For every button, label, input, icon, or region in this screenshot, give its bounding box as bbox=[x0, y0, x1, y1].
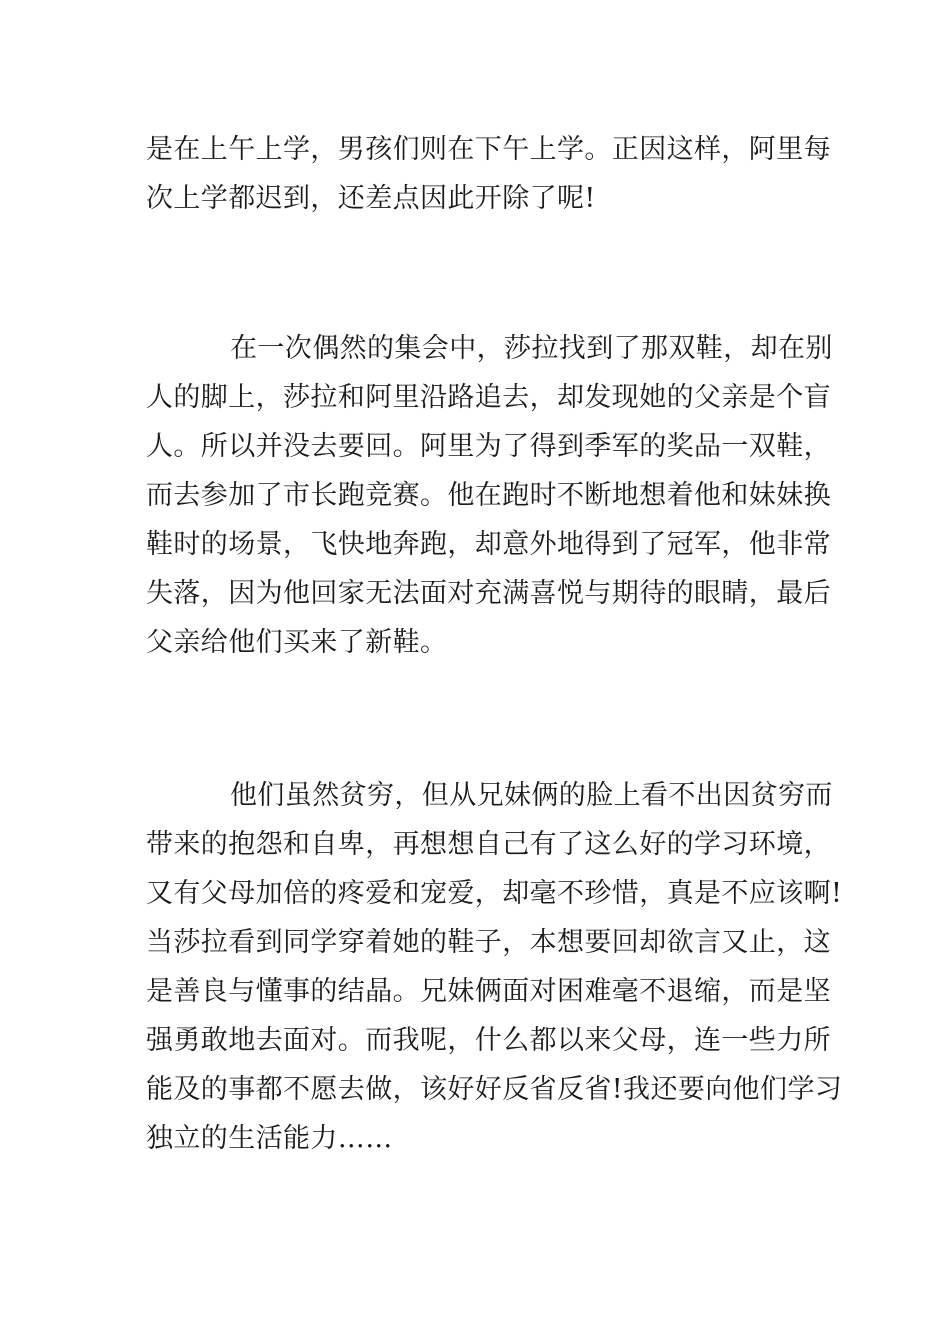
paragraph-3-line-6: 强勇敢地去面对。而我呢，什么都以来父母，连一些力所 bbox=[146, 1025, 831, 1056]
paragraph-3-line-4: 当莎拉看到同学穿着她的鞋子，本想要回却欲言又止，这 bbox=[146, 927, 831, 958]
paragraph-2-line-1: 在一次偶然的集会中，莎拉找到了那双鞋，却在别 bbox=[230, 333, 833, 364]
paragraph-2-line-2: 人的脚上，莎拉和阿里沿路追去，却发现她的父亲是个盲 bbox=[146, 382, 831, 413]
paragraph-1-line-2: 次上学都迟到，还差点因此开除了呢! bbox=[146, 183, 596, 214]
paragraph-3-line-7: 能及的事都不愿去做，该好好反省反省!我还要向他们学习 bbox=[146, 1074, 843, 1105]
paragraph-3-line-8: 独立的生活能力…… bbox=[146, 1123, 393, 1154]
paragraph-3-line-3: 又有父母加倍的疼爱和宠爱，却毫不珍惜，真是不应该啊! bbox=[146, 878, 843, 909]
paragraph-2-line-7: 父亲给他们买来了新鞋。 bbox=[146, 627, 448, 658]
paragraph-3-line-1: 他们虽然贫穷，但从兄妹俩的脸上看不出因贫穷而 bbox=[230, 780, 833, 811]
paragraph-3-line-2: 带来的抱怨和自卑，再想想自己有了这么好的学习环境， bbox=[146, 829, 831, 860]
paragraph-2-line-4: 而去参加了市长跑竞赛。他在跑时不断地想着他和妹妹换 bbox=[146, 480, 831, 511]
paragraph-2-line-6: 失落，因为他回家无法面对充满喜悦与期待的眼睛，最后 bbox=[146, 578, 831, 609]
paragraph-2-line-3: 人。所以并没去要回。阿里为了得到季军的奖品一双鞋， bbox=[146, 431, 831, 462]
paragraph-1-line-1: 是在上午上学，男孩们则在下午上学。正因这样，阿里每 bbox=[146, 134, 831, 165]
paragraph-3-line-5: 是善良与懂事的结晶。兄妹俩面对困难毫不退缩，而是坚 bbox=[146, 976, 831, 1007]
paragraph-2-line-5: 鞋时的场景，飞快地奔跑，却意外地得到了冠军，他非常 bbox=[146, 529, 831, 560]
